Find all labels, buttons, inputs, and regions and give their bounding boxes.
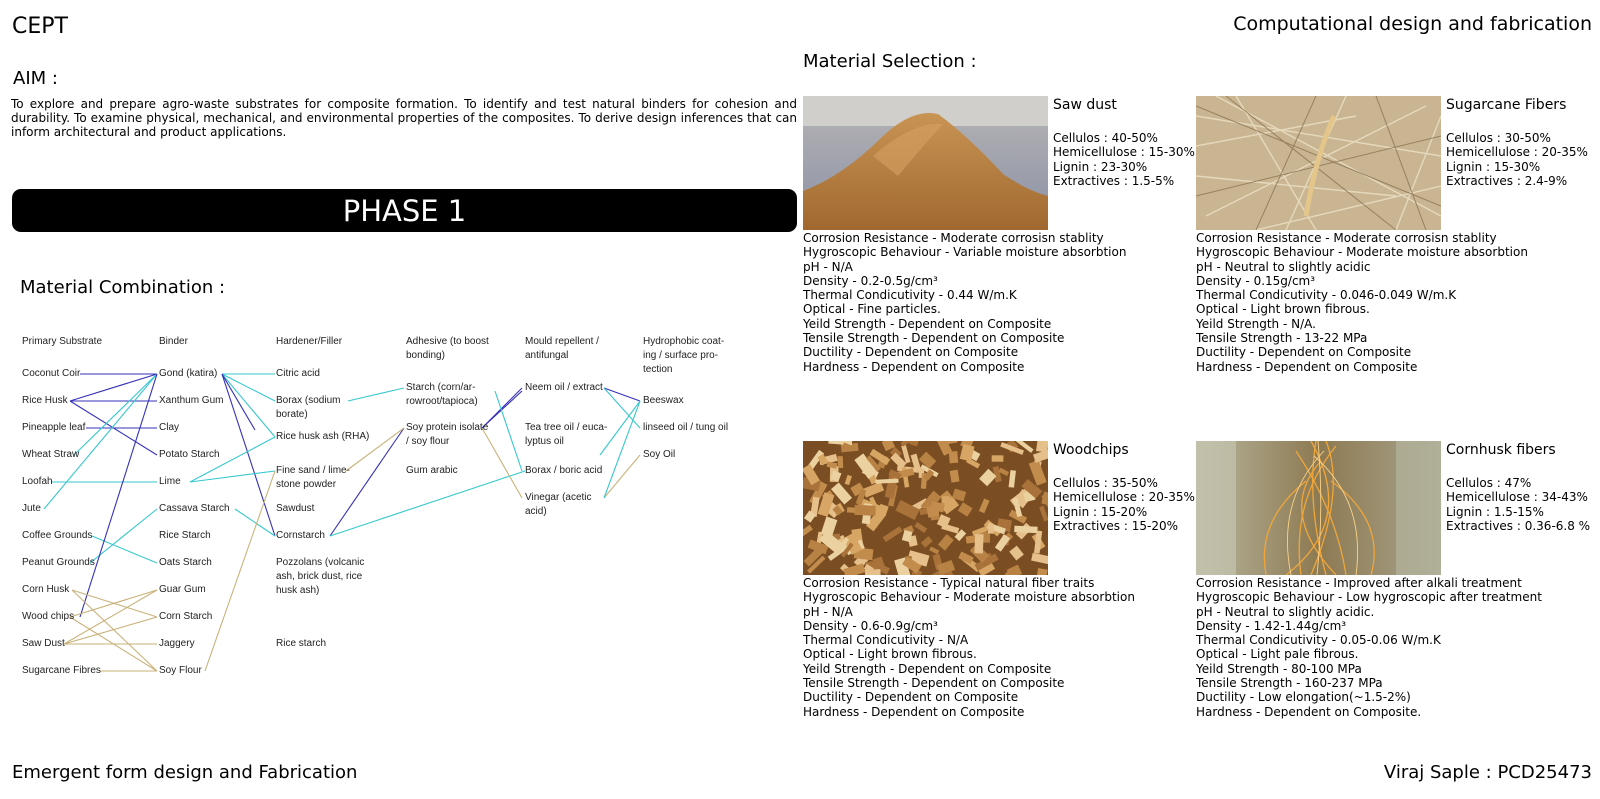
property-item: Hygroscopic Behaviour - Low hygroscopic after treatment	[1196, 590, 1542, 605]
combination-item	[159, 367, 217, 381]
composition-item: Hemicellulose : 34-43%	[1446, 490, 1588, 505]
property-item: Optical - Light brown fibrous.	[803, 647, 977, 662]
combination-item	[276, 637, 326, 651]
org-name: CEPT	[12, 14, 68, 39]
column-header-line: Hydrophobic coat-	[643, 336, 725, 347]
cornhusk-photo	[1196, 441, 1441, 575]
composition-list	[1053, 476, 1195, 533]
property-item: Optical - Light brown fibrous.	[1196, 302, 1370, 317]
composition-item: Cellulos : 30-50%	[1446, 131, 1551, 145]
footer-left: Emergent form design and Fabrication	[12, 762, 358, 783]
property-list	[803, 231, 1126, 374]
property-item: Optical - Light pale fibrous.	[1196, 647, 1359, 662]
combination-item-line: Saw Dust	[22, 638, 65, 649]
property-item: Hygroscopic Behaviour - Moderate moisture absorbtion	[803, 590, 1135, 605]
aim-heading: AIM :	[13, 68, 58, 89]
combination-item	[22, 475, 53, 489]
combination-link	[64, 590, 157, 644]
property-item: Corrosion Resistance - Improved after alkali treatment	[1196, 576, 1522, 590]
property-item: Density - 0.15g/cm³	[1196, 273, 1316, 288]
combination-item	[22, 529, 92, 543]
property-item: Tensile Strength - Dependent on Composite	[803, 676, 1065, 691]
property-item: Thermal Condicutivity - 0.046-0.049 W/m.K	[1196, 288, 1457, 303]
combination-item	[276, 556, 364, 598]
combination-item-line: Clay	[159, 422, 180, 433]
combination-item	[22, 502, 41, 516]
selection-heading: Material Selection :	[803, 51, 977, 72]
combination-item	[525, 464, 602, 478]
combination-item-line: Sugarcane Fibres	[22, 665, 101, 676]
combination-item-line: lyptus oil	[525, 436, 564, 447]
column-header-line: antifungal	[525, 350, 569, 361]
composition-item: Cellulos : 47%	[1446, 476, 1532, 490]
combination-item-line: Tea tree oil / euca-	[525, 422, 608, 433]
composition-item: Lignin : 1.5-15%	[1446, 504, 1544, 519]
composition-item: Cellulos : 35-50%	[1053, 476, 1158, 490]
combination-item-line: acid)	[525, 506, 547, 517]
combination-item	[22, 583, 69, 597]
property-item: Ductility - Dependent on Composite	[803, 345, 1019, 360]
combination-item-line: Gond (katira)	[159, 368, 218, 379]
composition-item: Lignin : 15-30%	[1446, 159, 1541, 174]
combination-item-line: Wheat Straw	[22, 449, 80, 460]
property-item: Ductility - Dependent on Composite	[1196, 345, 1412, 360]
combination-link	[604, 455, 640, 498]
composition-list	[1053, 131, 1195, 188]
property-list	[803, 576, 1135, 719]
combination-item	[525, 491, 592, 519]
combination-item-line: Rice husk ash (RHA)	[276, 431, 370, 442]
property-item: Corrosion Resistance - Typical natural fiber traits	[803, 576, 1095, 590]
combination-item-line: Citric acid	[276, 368, 320, 379]
combination-item-line: Vinegar (acetic	[525, 492, 592, 503]
combination-column-header	[525, 335, 599, 363]
combination-item-line: Xanthum Gum	[159, 395, 224, 406]
combination-item-line: Soy protein isolate	[406, 422, 489, 433]
combination-item-line: Cornstarch	[276, 530, 325, 541]
woodchips-photo	[803, 441, 1048, 575]
property-item: Corrosion Resistance - Moderate corrosisn stablity	[803, 231, 1104, 245]
sawdust-photo	[803, 96, 1048, 230]
column-header-line: Adhesive (to boost	[406, 336, 489, 347]
property-list	[1196, 231, 1528, 374]
property-item: Density - 0.6-0.9g/cm³	[803, 618, 938, 633]
combination-column-header	[159, 335, 188, 349]
combination-item-line: Cassava Starch	[159, 503, 230, 514]
property-item: Yeild Strength - N/A.	[1196, 316, 1316, 331]
combination-heading: Material Combination :	[20, 277, 226, 298]
property-item: Tensile Strength - Dependent on Composite	[803, 331, 1065, 346]
combination-column-header	[643, 335, 724, 377]
composition-item: Extractives : 2.4-9%	[1446, 173, 1568, 188]
property-item: Ductility - Dependent on Composite	[803, 690, 1019, 705]
combination-item-line: Gum arabic	[406, 465, 458, 476]
property-item: Tensile Strength - 13-22 MPa	[1196, 331, 1368, 346]
combination-item	[159, 583, 206, 597]
property-item: Optical - Fine particles.	[803, 302, 941, 317]
combination-item	[22, 394, 68, 408]
combination-item-line: Corn Starch	[159, 611, 213, 622]
combination-item-line: Borax (sodium	[276, 395, 341, 406]
composition-item: Extractives : 0.36-6.8 %	[1446, 518, 1591, 533]
combination-link	[64, 617, 157, 644]
combination-link	[190, 471, 275, 482]
combination-column-header	[22, 335, 102, 349]
column-header-line: Primary Substrate	[22, 336, 103, 347]
column-header-line: Mould repellent /	[525, 336, 599, 347]
property-item: Yeild Strength - Dependent on Composite	[803, 661, 1052, 676]
property-item: Density - 0.2-0.5g/cm³	[803, 273, 938, 288]
property-item: pH - Neutral to slightly acidic	[1196, 259, 1371, 274]
property-item: Corrosion Resistance - Moderate corrosisn stablity	[1196, 231, 1497, 245]
combination-item-line: husk ash)	[276, 585, 320, 596]
material-name: Woodchips	[1053, 442, 1129, 458]
combination-item	[22, 367, 80, 381]
combination-link	[222, 374, 275, 437]
combination-item	[406, 421, 488, 449]
combination-item-line: Lime	[159, 476, 181, 487]
combination-item-line: Pozzolans (volcanic	[276, 557, 365, 568]
property-item: Thermal Condicutivity - N/A	[803, 633, 969, 648]
combination-item	[159, 448, 220, 462]
composition-item: Hemicellulose : 20-35%	[1053, 490, 1195, 505]
combination-item-line: linseed oil / tung oil	[643, 422, 729, 433]
combination-item-line: Borax / boric acid	[525, 465, 603, 476]
combination-item	[406, 464, 458, 478]
column-header-line: tection	[643, 364, 673, 375]
combination-item	[276, 430, 369, 444]
composition-list	[1446, 131, 1588, 188]
property-item: Hardness - Dependent on Composite	[803, 359, 1025, 374]
combination-link	[330, 471, 525, 536]
combination-link	[205, 471, 275, 671]
combination-item-line: ash, brick dust, rice	[276, 571, 363, 582]
property-item: Ductility - Low elongation(~1.5-2%)	[1196, 690, 1411, 705]
combination-item	[276, 502, 314, 516]
aim-text: To explore and prepare agro-waste substrates for composite formation. To identify and test natural binders for cohesion and durability. To examine physical, mechanical, and environmental properties of the composites. To derive design inferences that can inform architectural and product applications.	[11, 97, 797, 139]
combination-item	[159, 502, 230, 516]
property-item: Hygroscopic Behaviour - Moderate moisture absorbtion	[1196, 245, 1528, 260]
composition-item: Cellulos : 40-50%	[1053, 131, 1158, 145]
combination-item	[276, 367, 320, 381]
combination-item	[159, 475, 181, 489]
combination-item-line: Jaggery	[159, 638, 195, 649]
property-item: Hygroscopic Behaviour - Variable moisture absorbtion	[803, 245, 1127, 260]
course-title: Computational design and fabrication	[1233, 13, 1592, 35]
combination-item	[159, 556, 212, 570]
column-header-line: Hardener/Filler	[276, 336, 343, 347]
combination-item	[22, 421, 85, 435]
combination-link	[222, 374, 275, 536]
phase-label: PHASE 1	[342, 193, 467, 228]
combination-item	[643, 421, 728, 435]
combination-column-header	[406, 335, 489, 363]
material-name: Saw dust	[1053, 97, 1117, 113]
combination-link	[235, 509, 275, 536]
combination-item	[276, 464, 350, 492]
combination-item	[276, 529, 325, 543]
combination-item	[525, 421, 607, 449]
property-item: Tensile Strength - 160-237 MPa	[1196, 676, 1383, 691]
composition-item: Lignin : 23-30%	[1053, 159, 1148, 174]
combination-item-line: Corn Husk	[22, 584, 70, 595]
property-item: Hardness - Dependent on Composite	[803, 704, 1025, 719]
property-item: pH - N/A	[803, 604, 853, 619]
combination-item-line: Soy Oil	[643, 449, 676, 460]
combination-item-line: rowroot/tapioca)	[406, 396, 478, 407]
composition-item: Extractives : 15-20%	[1053, 518, 1178, 533]
combination-item-line: Pineapple leaf	[22, 422, 86, 433]
combination-item-line: Wood chips	[22, 611, 75, 622]
combination-item	[159, 637, 195, 651]
composition-item: Extractives : 1.5-5%	[1053, 173, 1175, 188]
material-name: Sugarcane Fibers	[1446, 97, 1567, 113]
footer-right: Viraj Saple : PCD25473	[1383, 762, 1592, 783]
combination-item-line: Starch (corn/ar-	[406, 382, 476, 393]
combination-item	[276, 394, 340, 422]
property-item: Hardness - Dependent on Composite	[1196, 359, 1418, 374]
property-item: Thermal Condicutivity - 0.05-0.06 W/m.K	[1196, 633, 1441, 648]
combination-item-line: Sawdust	[276, 503, 315, 514]
combination-item	[22, 610, 74, 624]
combination-item-line: Peanut Grounds	[22, 557, 95, 568]
combination-item-line: stone powder	[276, 479, 337, 490]
combination-item-line: Jute	[22, 503, 41, 514]
property-list	[1196, 576, 1542, 719]
combination-link	[72, 590, 157, 671]
property-item: pH - N/A	[803, 259, 853, 274]
combination-item-line: Rice Starch	[159, 530, 211, 541]
combination-link	[604, 401, 640, 498]
combination-item	[159, 394, 223, 408]
combination-item-line: Neem oil / extract	[525, 382, 603, 393]
column-header-line: Binder	[159, 336, 188, 347]
material-name: Cornhusk fibers	[1446, 442, 1556, 458]
combination-item-line: borate)	[276, 409, 308, 420]
combination-item	[643, 448, 675, 462]
combination-item	[406, 381, 478, 409]
combination-item	[525, 381, 603, 395]
property-item: Hardness - Dependent on Composite.	[1196, 704, 1422, 719]
combination-item-line: Coconut Coir	[22, 368, 81, 379]
combination-item	[643, 394, 684, 408]
combination-item	[22, 664, 101, 678]
property-item: Density - 1.42-1.44g/cm³	[1196, 618, 1347, 633]
composition-item: Hemicellulose : 15-30%	[1053, 145, 1195, 160]
combination-item-line: Beeswax	[643, 395, 684, 406]
combination-item-line: Rice starch	[276, 638, 327, 649]
combination-item	[22, 556, 95, 570]
combination-link	[80, 374, 157, 617]
combination-item	[159, 421, 179, 435]
combination-item-line: Loofah	[22, 476, 53, 487]
combination-column-header	[276, 335, 342, 349]
composition-item: Lignin : 15-20%	[1053, 504, 1148, 519]
combination-item	[159, 664, 202, 678]
combination-item-line: Rice Husk	[22, 395, 68, 406]
property-item: Yeild Strength - 80-100 MPa	[1196, 661, 1362, 676]
column-header-line: ing / surface pro-	[643, 350, 719, 361]
combination-item-line: / soy flour	[406, 436, 450, 447]
composition-list	[1446, 476, 1590, 533]
sugarcane-photo	[1196, 96, 1441, 230]
composition-item: Hemicellulose : 20-35%	[1446, 145, 1588, 160]
combination-item-line: Guar Gum	[159, 584, 206, 595]
property-item: Thermal Condicutivity - 0.44 W/m.K	[803, 288, 1017, 303]
combination-link	[348, 388, 404, 401]
property-item: pH - Neutral to slightly acidic.	[1196, 604, 1375, 619]
combination-item-line: Fine sand / lime-	[276, 465, 350, 476]
combination-item	[22, 637, 65, 651]
combination-item-line: Soy Flour	[159, 665, 202, 676]
combination-item	[159, 529, 211, 543]
combination-item	[159, 610, 212, 624]
property-item: Yeild Strength - Dependent on Composite	[803, 316, 1052, 331]
column-header-line: bonding)	[406, 350, 445, 361]
combination-item-line: Oats Starch	[159, 557, 212, 568]
combination-item-line: Coffee Grounds	[22, 530, 93, 541]
combination-item-line: Potato Starch	[159, 449, 220, 460]
combination-item	[22, 448, 79, 462]
